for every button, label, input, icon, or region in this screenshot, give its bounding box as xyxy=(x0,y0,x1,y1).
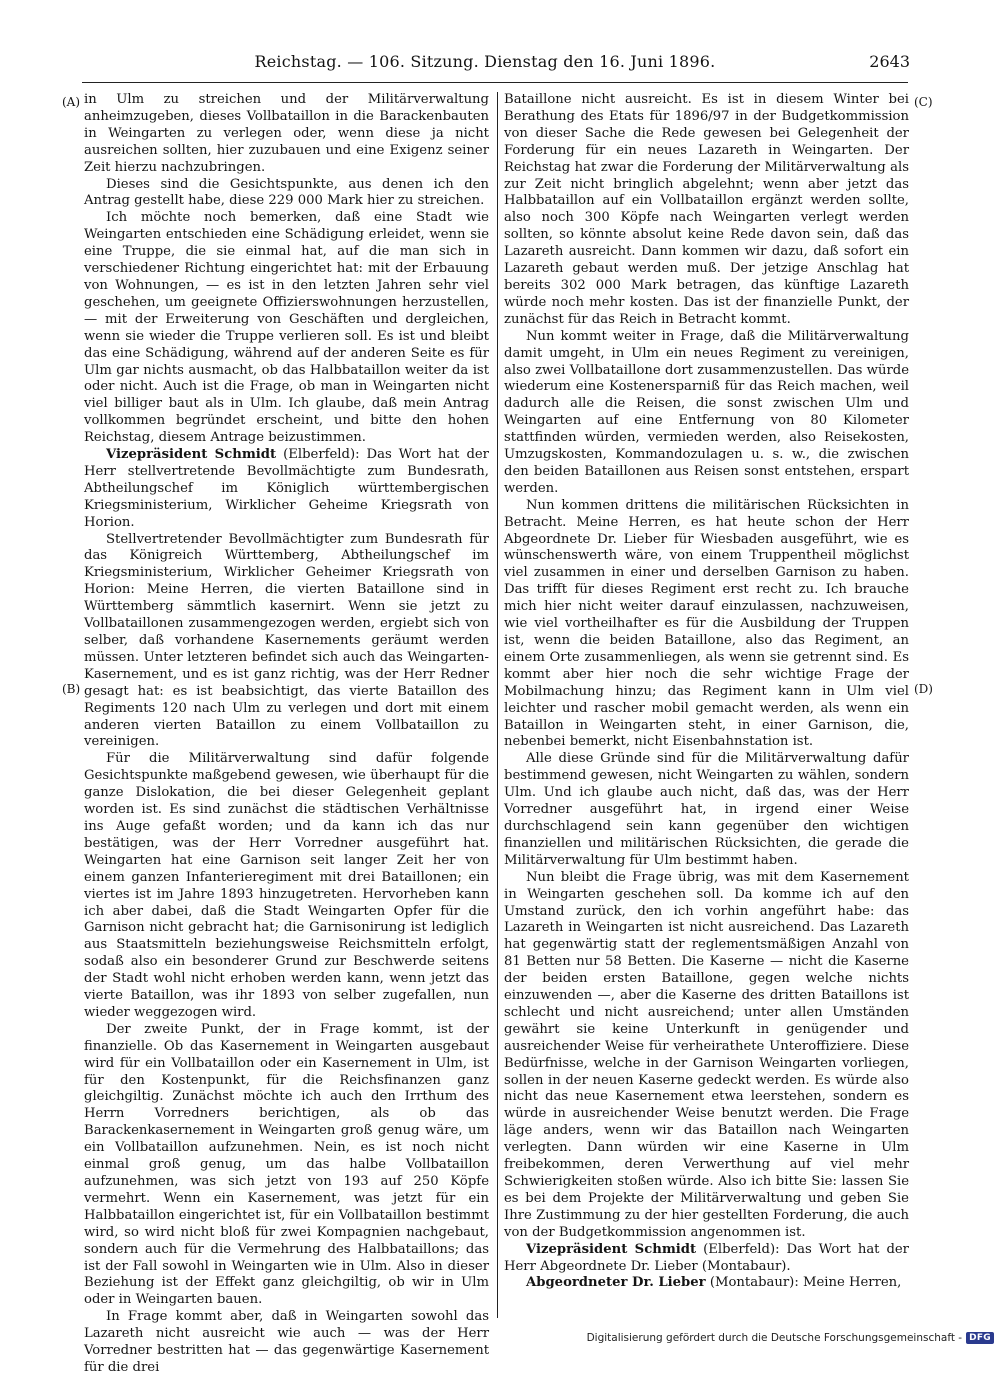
paragraph xyxy=(504,1242,909,1276)
paragraph xyxy=(504,751,909,869)
paragraph-text: Dieses sind die Gesichtspunkte, aus denen ich den Antrag gestellt habe, diese 229 000 Mark hier zu streichen. xyxy=(84,176,489,209)
paragraph xyxy=(84,447,489,532)
paragraph-text: (Elberfeld): Das Wort hat der Herr Abgeordnete Dr. Lieber (Montabaur). xyxy=(504,1241,909,1274)
paragraph xyxy=(84,751,489,1022)
page-number: 2643 xyxy=(869,52,910,71)
paragraph-text: Alle diese Gründe sind für die Militärverwaltung dafür bestimmend gewesen, nicht Weingarten zu wählen, sondern Ulm. Und ich glaube auch nicht, daß das, was der Herr Vorredner ausgeführt hat, in irgend einer Weise durchschlagend sein kann gegenüber den wichtigen finanziellen und militärischen Rücksichten, die gerade die Militärverwaltung für Ulm bestimmt haben. xyxy=(504,751,909,868)
paragraph xyxy=(84,92,489,177)
paragraph xyxy=(84,1022,489,1309)
paragraph-text: Nun kommen drittens die militärischen Rücksichten in Betracht. Meine Herren, es hat heute schon der Herr Abgeordnete Dr. Lieber für Wiesbaden ausgeführt, wie es wünschenswerth wäre, von einem Truppentheil möglichst viel zusammen in einer und derselben Garnison zu haben. Das trifft für dieses Regiment erst recht zu. Ich brauche mich hier nicht weiter darauf einzulassen, nachzuweisen, wie viel vortheilhafter es für die Ausbildung der Truppen ist, wenn die beiden Bataillone, also das Regiment, an einem Orte zusammenliegen, als wenn sie getrennt sind. Es kommt aber hier noch die sehr wichtige Frage der Mobilmachung hinzu; das Regiment kann in Ulm viel leichter und rascher mobil gemacht werden, als wenn ein Bataillon in Weingarten steht, in einer Garnison, die, nebenbei bemerkt, nicht Eisenbahnstation ist. xyxy=(504,497,909,750)
paragraph-text: Nun kommt weiter in Frage, daß die Militärverwaltung damit umgeht, in Ulm ein neues Regiment zu vereinigen, also zwei Vollbataillone dort zusammenzustellen. Das würde wiederum eine Kostenersparniß für das Reich machen, weil dadurch alle die Reisen, die sonst zwischen Ulm und Weingarten auf eine Entfernung von 80 Kilometer stattfinden würden, vermieden werden, also Reisekosten, Umzugskosten, Kommandozulagen u. s. w., die zwischen den beiden Bataillonen aus Reisen sonst entstehen, erspart werden. xyxy=(504,328,909,496)
paragraph-text: Nun bleibt die Frage übrig, was mit dem Kasernement in Weingarten geschehen soll. Da komme ich auf den Umstand zurück, den ich vorhin angeführt habe: das Lazareth in Weingarten ist nicht ausreichend. Das Lazareth hat gegenwärtig statt der reglementsmäßigen Anzahl von 81 Betten nur 58 Betten. Die Kaserne — nicht die Kaserne der beiden ersten Bataillone, gegen welche nichts einzuwenden —, aber die Kaserne des dritten Bataillons ist schlecht und nicht ausreichend; unter allen Umständen gewährt sie keine Unterkunft in genügender und ausreichender Weise für verheirathete Unteroffiziere. Diese Bedürfnisse, welche in der Garnison Weingarten vorliegen, sollen in der neuen Kaserne gedeckt werden. Es würde also nicht das neue Kasernement etwa leerstehen, sondern es würde in ausreichender Weise benutzt werden. Die Frage läge anders, wenn wir das Bataillon nach Weingarten verlegten. Dann würden wir eine Kaserne in Ulm freibekommen, deren Verwerthung auf viel mehr Schwierigkeiten stoßen würde. Also ich bitte Sie: lassen Sie es bei dem Projekte der Militärverwaltung und geben Sie Ihre Zustimmung zu der hier gestellten Forderung, die auch von der Budgetkommission angenommen ist. xyxy=(504,869,909,1240)
header-rule xyxy=(82,82,908,83)
right-column xyxy=(504,92,909,1292)
paragraph xyxy=(504,1275,909,1292)
paragraph xyxy=(504,498,909,752)
running-header xyxy=(60,50,910,74)
footer-text: Digitalisierung gefördert durch die Deutsche Forschungsgemeinschaft - xyxy=(586,1332,963,1344)
paragraph xyxy=(84,1309,489,1377)
paragraph-text: Ich möchte noch bemerken, daß eine Stadt wie Weingarten entschieden eine Schädigung erleidet, wenn sie eine Truppe, die sie einmal hat, auf die man sich in verschiedener Richtung eingerichtet hat: mit der Erbauung von Wohnungen, — es ist in den letzten Jahren sehr viel geschehen, um geeignete Offizierswohnungen herzustellen, — mit der Erweiterung von Geschäften und dergleichen, wenn sie wieder die Truppe verlieren soll. Es ist und bleibt das eine Schädigung, während auf der anderen Seite es für Ulm gar nichts ausmacht, ob das Halbbataillon weiter da ist oder nicht. Auch ist die Frage, ob man in Weingarten nicht viel billiger baut als in Ulm. Ich glaube, daß mein Antrag vollkommen begründet erscheint, und bitte den hohen Reichstag, diesem Antrage beizustimmen. xyxy=(84,210,489,446)
paragraph-text: Stellvertretender Bevollmächtigter zum Bundesrath für das Königreich Württemberg, Abtheilungschef im Kriegsministerium, Wirklicher Geheimer Kriegsrath von Horion: Meine Herren, die vierten Bataillone sind in Württemberg sämmtlich kasernirt. Wenn sie jetzt zu Vollbataillonen zusammengezogen werden, ergiebt sich von selber, daß vorhandene Kasernements geräumt werden müssen. Unter letzteren befindet sich auch das Weingarten-Kasernement, und es ist ganz richtig, was der Herr Redner gesagt hat: es ist beabsichtigt, das vierte Bataillon des Regiments 120 nach Ulm zu verlegen und dort mit einem anderen vierten Bataillon zu einem Vollbataillon zu vereinigen. xyxy=(84,531,489,750)
dfg-logo: DFG xyxy=(966,1332,994,1344)
paragraph-text: in Ulm zu streichen und der Militärverwaltung anheimzugeben, dieses Vollbataillon in die Barackenbauten in Weingarten zu verlegen oder, wenn diese ja nicht ausreichen sollten, hier zuzubauen und eine Exigenz seiner Zeit hierzu nachzubringen. xyxy=(84,92,489,175)
margin-mark-b: (B) xyxy=(62,682,81,696)
left-column xyxy=(84,92,489,1377)
paragraph xyxy=(504,329,909,498)
speaker-name: Vizepräsident Schmidt xyxy=(106,447,277,463)
speaker-name: Abgeordneter Dr. Lieber xyxy=(526,1275,706,1291)
speaker-name: Vizepräsident Schmidt xyxy=(526,1241,697,1257)
column-divider xyxy=(497,92,498,1318)
paragraph-text: Der zweite Punkt, der in Frage kommt, ist der finanzielle. Ob das Kasernement in Weingarten ausgebaut wird für ein Vollbataillon oder ein Kasernement in Ulm, ist für den Kostenpunkt, für die Reichsfinanzen ganz gleichgiltig. Zunächst möchte ich auch den Irrthum des Herrn Vorredners berichtigen, als ob das Barackenkasernement in Weingarten groß genug wäre, um ein Vollbataillon aufzunehmen. Nein, es ist noch nicht einmal groß genug, um das halbe Vollbataillon aufzunehmen, was sich jetzt von 193 auf 250 Köpfe vermehrt. Wenn ein Kasernement, was jetzt für ein Halbbataillon eingerichtet ist, für ein Vollbataillon bestimmt wird, so wird nicht bloß für zwei Kompagnien nachgebaut, sondern auch für die Vermehrung des Halbbataillons; das ist der Fall sowohl in Weingarten wie in Ulm. Also in dieser Beziehung ist der Effekt ganz gleichgiltig, ob wir in Ulm oder in Weingarten bauen. xyxy=(84,1021,489,1308)
paragraph xyxy=(504,870,909,1242)
paragraph-text: (Elberfeld): Das Wort hat der Herr stellvertretende Bevollmächtigte zum Bundesrath, Abtheilungschef im Königlich württembergischen Kriegsministerium, Wirklicher Geheime Kriegsrath von Horion. xyxy=(84,447,489,530)
paragraph-text: (Montabaur): Meine Herren, xyxy=(709,1275,902,1291)
paragraph xyxy=(84,177,489,211)
margin-mark-c: (C) xyxy=(914,95,933,109)
footer-credit xyxy=(587,1329,994,1347)
margin-mark-d: (D) xyxy=(914,682,933,696)
paragraph-text: Bataillone nicht ausreicht. Es ist in diesem Winter bei Berathung des Etats für 1896/97 in der Budgetkommission von dieser Sache die Rede gewesen bei Gelegenheit der Forderung für ein neues Lazareth in Weingarten. Der Reichstag hat zwar die Forderung der Militärverwaltung als zur Zeit nicht bringlich abgelehnt; wenn aber jetzt das Halbbataillon auf ein Vollbataillon ergänzt werden sollte, also noch 300 Köpfe nach Weingarten verlegt werden sollten, so könnte absolut keine Rede davon sein, daß das Lazareth ausreicht. Dann kommen wir dazu, daß sofort ein Lazareth gebaut werden muß. Der jetzige Anschlag hat bereits 302 000 Mark betragen, das künftige Lazareth würde noch mehr kosten. Das ist der finanzielle Punkt, der zunächst für das Reich in Betracht kommt. xyxy=(504,92,909,327)
header-title: Reichstag. — 106. Sitzung. Dienstag den 16. Juni 1896. xyxy=(254,52,716,71)
paragraph-text: In Frage kommt aber, daß in Weingarten sowohl das Lazareth nicht ausreicht wie auch — was der Herr Vorredner bestritten hat — das gegenwärtige Kasernement für die drei xyxy=(84,1309,489,1375)
paragraph xyxy=(504,92,909,329)
margin-mark-a: (A) xyxy=(62,95,81,109)
paragraph xyxy=(84,532,489,752)
paragraph xyxy=(84,210,489,447)
paragraph-text: Für die Militärverwaltung sind dafür folgende Gesichtspunkte maßgebend gewesen, wie überhaupt für die ganze Dislokation, die bei dieser Gelegenheit geplant worden ist. Es sind zunächst die städtischen Verhältnisse ins Auge gefaßt worden; und da kann ich das nur bestätigen, was der Herr Vorredner ausgeführt hat. Weingarten hat eine Garnison seit langer Zeit her von einem ganzen Infanterieregiment mit drei Bataillonen; ein viertes ist im Jahre 1893 hinzugetreten. Hervorheben kann ich aber dabei, daß die Stadt Weingarten Opfer für die Garnison nicht gebracht hat; die Garnisonirung ist lediglich aus Staatsmitteln beziehungsweise Reichsmitteln erfolgt, sodaß also ein besonderer Grund zur Beschwerde seitens der Stadt wohl nicht erhoben werden kann, wenn jetzt das vierte Bataillon, was ihr 1893 von selber zugefallen, nun wieder weggezogen wird. xyxy=(84,751,489,1020)
